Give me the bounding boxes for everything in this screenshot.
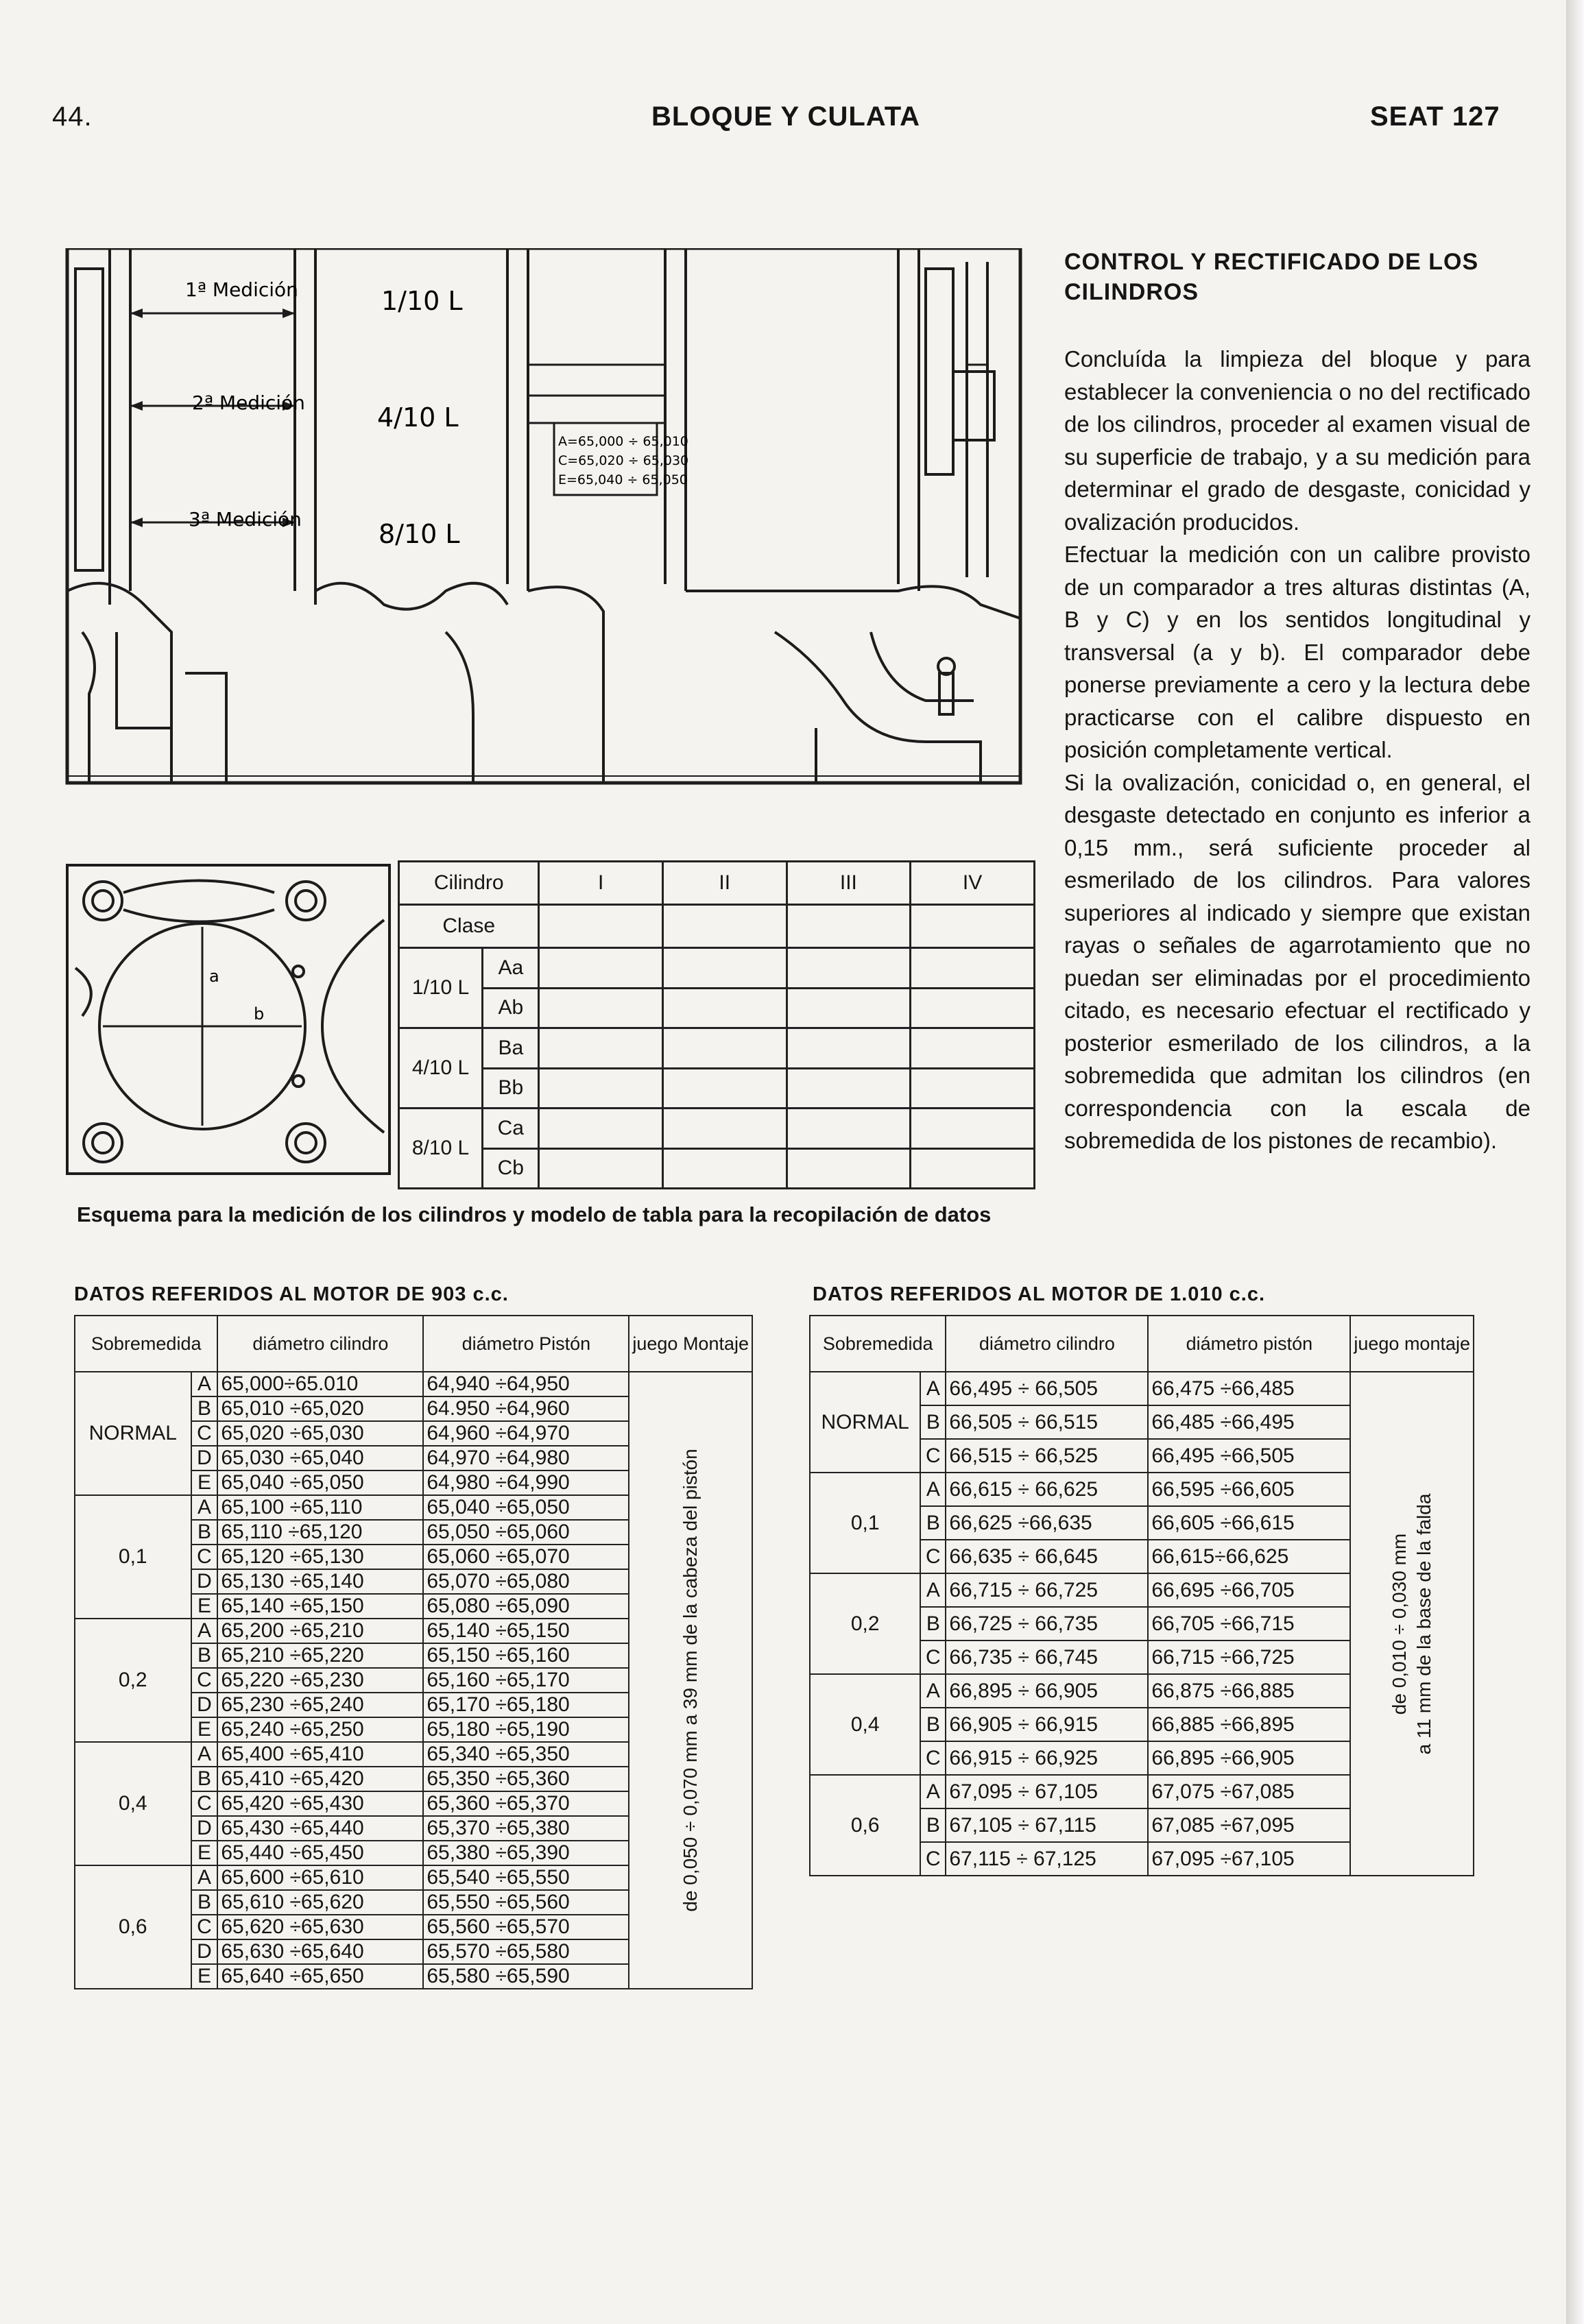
sobremedida-cell: NORMAL <box>810 1372 920 1473</box>
section-title: BLOQUE Y CULATA <box>651 101 921 132</box>
class-cell: A <box>191 1619 218 1643</box>
table-1010-title: DATOS REFERIDOS AL MOTOR DE 1.010 c.c. <box>813 1283 1266 1305</box>
sobremedida-cell: NORMAL <box>75 1372 191 1495</box>
class-cell: B <box>920 1708 946 1741</box>
piston-cell: 66,495 ÷66,505 <box>1148 1439 1350 1473</box>
class-cell: B <box>191 1520 218 1545</box>
cilindro-cell: 66,715 ÷ 66,725 <box>946 1573 1148 1607</box>
class-cell: B <box>191 1767 218 1791</box>
cilindro-cell: 66,905 ÷ 66,915 <box>946 1708 1148 1741</box>
class-cell: D <box>191 1693 218 1717</box>
class-cell: B <box>920 1607 946 1641</box>
cilindro-cell: 67,105 ÷ 67,115 <box>946 1808 1148 1842</box>
dim-label: E=65,040 ÷ 65,050 <box>558 472 688 487</box>
class-cell: A <box>920 1775 946 1808</box>
piston-cell: 65,370 ÷65,380 <box>423 1816 629 1841</box>
class-cell: A <box>191 1865 218 1890</box>
cilindro-cell: 65,240 ÷65,250 <box>217 1717 423 1742</box>
piston-cell: 65,540 ÷65,550 <box>423 1865 629 1890</box>
piston-cell: 65,580 ÷65,590 <box>423 1964 629 1989</box>
cilindro-cell: 65,410 ÷65,420 <box>217 1767 423 1791</box>
piston-cell: 65,060 ÷65,070 <box>423 1545 629 1569</box>
table-1010-body <box>810 1372 1474 1876</box>
level-label: 1/10 L <box>399 948 483 1028</box>
col-header: diámetro cilindro <box>946 1316 1148 1372</box>
class-cell: A <box>920 1573 946 1607</box>
piston-cell: 64,980 ÷64,990 <box>423 1470 629 1495</box>
cilindro-cell: 65,440 ÷65,450 <box>217 1841 423 1865</box>
cilindro-cell: 65,120 ÷65,130 <box>217 1545 423 1569</box>
page-edge <box>1566 0 1584 2324</box>
piston-cell: 65,180 ÷65,190 <box>423 1717 629 1742</box>
class-cell: E <box>191 1594 218 1619</box>
cilindro-cell: 65,000÷65.010 <box>217 1372 423 1396</box>
sobremedida-cell: 0,6 <box>75 1865 191 1989</box>
cylinder-header: I <box>539 862 662 905</box>
class-cell: B <box>920 1405 946 1439</box>
brand-label: SEAT 127 <box>1370 101 1500 132</box>
class-cell: B <box>191 1643 218 1668</box>
class-label: Ab <box>483 988 539 1028</box>
cilindro-cell: 65,110 ÷65,120 <box>217 1520 423 1545</box>
class-cell: C <box>920 1439 946 1473</box>
piston-cell: 65,560 ÷65,570 <box>423 1915 629 1939</box>
piston-cell: 67,075 ÷67,085 <box>1148 1775 1350 1808</box>
piston-cell: 65,080 ÷65,090 <box>423 1594 629 1619</box>
axis-a-label: a <box>209 967 219 986</box>
medicion-value: 1/10 L <box>381 286 463 316</box>
class-cell: E <box>191 1717 218 1742</box>
piston-cell: 67,095 ÷67,105 <box>1148 1842 1350 1876</box>
table-903 <box>74 1315 753 1989</box>
cilindro-cell: 65,130 ÷65,140 <box>217 1569 423 1594</box>
cilindro-cell: 65,640 ÷65,650 <box>217 1964 423 1989</box>
class-cell: B <box>191 1396 218 1421</box>
paragraph: Efectuar la medición con un calibre provisto de un comparador a tres alturas distintas (A, B y C) y en los sentidos longitudinal y transversal (a y b). El comparador debe ponerse previamente a cero y la lectura debe practicarse con el calibre dispuesto en posición completamente vertical. <box>1064 542 1531 762</box>
class-cell: E <box>191 1964 218 1989</box>
piston-cell: 66,695 ÷66,705 <box>1148 1573 1350 1607</box>
piston-cell: 64,940 ÷64,950 <box>423 1372 629 1396</box>
medicion-label: 3ª Medición <box>189 508 302 531</box>
body-text <box>1064 343 1531 1157</box>
sobremedida-cell: 0,1 <box>810 1473 920 1573</box>
cilindro-cell: 65,400 ÷65,410 <box>217 1742 423 1767</box>
piston-cell: 65,070 ÷65,080 <box>423 1569 629 1594</box>
class-cell: C <box>920 1842 946 1876</box>
piston-cell: 65,360 ÷65,370 <box>423 1791 629 1816</box>
class-label: Cb <box>483 1148 539 1189</box>
piston-cell: 66,715 ÷66,725 <box>1148 1641 1350 1674</box>
table-row <box>75 1372 752 1396</box>
cilindro-cell: 65,430 ÷65,440 <box>217 1816 423 1841</box>
cilindro-cell: 67,115 ÷ 67,125 <box>946 1842 1148 1876</box>
cilindro-cell: 66,725 ÷ 66,735 <box>946 1607 1148 1641</box>
col-header: diámetro cilindro <box>217 1316 423 1372</box>
axis-b-label: b <box>254 1004 265 1024</box>
cilindro-cell: 65,610 ÷65,620 <box>217 1890 423 1915</box>
piston-cell: 65,340 ÷65,350 <box>423 1742 629 1767</box>
table-903-body <box>75 1372 752 1989</box>
cilindro-cell: 65,100 ÷65,110 <box>217 1495 423 1520</box>
piston-cell: 65,150 ÷65,160 <box>423 1643 629 1668</box>
piston-cell: 66,475 ÷66,485 <box>1148 1372 1350 1405</box>
col-header: juego montaje <box>1350 1316 1474 1372</box>
piston-cell: 65,350 ÷65,360 <box>423 1767 629 1791</box>
class-cell: A <box>920 1473 946 1506</box>
sobremedida-cell: 0,4 <box>75 1742 191 1865</box>
cilindro-cell: 66,915 ÷ 66,925 <box>946 1741 1148 1775</box>
piston-cell: 65,570 ÷65,580 <box>423 1939 629 1964</box>
section-heading: CONTROL Y RECTIFICADO DE LOS CILINDROS <box>1064 249 1479 305</box>
piston-cell: 65,550 ÷65,560 <box>423 1890 629 1915</box>
class-cell: B <box>920 1506 946 1540</box>
piston-cell: 65,160 ÷65,170 <box>423 1668 629 1693</box>
medicion-label: 2ª Medición <box>192 391 305 414</box>
class-cell: A <box>191 1495 218 1520</box>
sobremedida-cell: 0,1 <box>75 1495 191 1619</box>
cylinder-header: II <box>662 862 787 905</box>
class-cell: D <box>191 1446 218 1470</box>
sobremedida-cell: 0,2 <box>810 1573 920 1674</box>
piston-cell: 64,970 ÷64,980 <box>423 1446 629 1470</box>
level-label: 8/10 L <box>399 1109 483 1189</box>
col-header: diámetro Pistón <box>423 1316 629 1372</box>
col-header: diámetro pistón <box>1148 1316 1350 1372</box>
sobremedida-cell: 0,6 <box>810 1775 920 1876</box>
cilindro-cell: 67,095 ÷ 67,105 <box>946 1775 1148 1808</box>
cilindro-cell: 66,515 ÷ 66,525 <box>946 1439 1148 1473</box>
juego-cell <box>1350 1372 1474 1876</box>
figure-caption: Esquema para la medición de los cilindros y modelo de tabla para la recopilación de datos <box>77 1202 992 1226</box>
cilindro-cell: 65,600 ÷65,610 <box>217 1865 423 1890</box>
clase-header: Clase <box>399 905 539 948</box>
piston-cell: 66,615÷66,625 <box>1148 1540 1350 1573</box>
class-cell: A <box>920 1674 946 1708</box>
juego-cell <box>629 1372 752 1989</box>
class-cell: D <box>191 1939 218 1964</box>
sobremedida-cell: 0,4 <box>810 1674 920 1775</box>
class-cell: C <box>920 1741 946 1775</box>
cilindro-cell: 66,895 ÷ 66,905 <box>946 1674 1148 1708</box>
cilindro-cell: 65,010 ÷65,020 <box>217 1396 423 1421</box>
class-cell: C <box>191 1545 218 1569</box>
class-cell: C <box>191 1421 218 1446</box>
paragraph: Si la ovalización, conicidad o, en general, el desgaste detectado en conjunto es inferior a 0,15 mm., será suficiente proceder al esmerilado de los cilindros. Para valores superiores al indicado y siempre que existan rayas o señales de agarrotamiento que no puedan ser eliminadas por el procedimiento citado, es necesario efectuar el rectificado y posterior esmerilado de los cilindros, a la sobremedida que admitan los cilindros (en correspondencia con la escala de sobremedida de los pistones de recambio). <box>1064 769 1531 1153</box>
piston-cell: 65,040 ÷65,050 <box>423 1495 629 1520</box>
medicion-value: 4/10 L <box>377 402 459 433</box>
cilindro-cell: 65,200 ÷65,210 <box>217 1619 423 1643</box>
cilindro-cell: 65,040 ÷65,050 <box>217 1470 423 1495</box>
cilindro-cell: 65,030 ÷65,040 <box>217 1446 423 1470</box>
piston-cell: 67,085 ÷67,095 <box>1148 1808 1350 1842</box>
measurement-record-table <box>398 860 1035 1189</box>
class-cell: C <box>920 1540 946 1573</box>
class-cell: E <box>191 1470 218 1495</box>
class-label: Ba <box>483 1028 539 1069</box>
class-label: Ca <box>483 1109 539 1149</box>
piston-cell: 65,170 ÷65,180 <box>423 1693 629 1717</box>
class-label: Aa <box>483 948 539 989</box>
col-header: Sobremedida <box>75 1316 217 1372</box>
class-cell: C <box>191 1915 218 1939</box>
class-cell: B <box>920 1808 946 1842</box>
piston-cell: 66,895 ÷66,905 <box>1148 1741 1350 1775</box>
piston-cell: 66,875 ÷66,885 <box>1148 1674 1350 1708</box>
class-cell: C <box>191 1668 218 1693</box>
class-cell: B <box>191 1890 218 1915</box>
dim-label: C=65,020 ÷ 65,030 <box>558 453 689 468</box>
medicion-label: 1ª Medición <box>185 278 298 301</box>
medicion-value: 8/10 L <box>379 519 460 549</box>
cilindro-cell: 65,230 ÷65,240 <box>217 1693 423 1717</box>
class-cell: E <box>191 1841 218 1865</box>
piston-cell: 66,705 ÷66,715 <box>1148 1607 1350 1641</box>
class-cell: C <box>191 1791 218 1816</box>
cilindro-header: Cilindro <box>399 862 539 905</box>
class-cell: A <box>191 1372 218 1396</box>
dim-label: A=65,000 ÷ 65,010 <box>558 434 688 449</box>
paragraph: Concluída la limpieza del bloque y para establecer la conveniencia o no del rectificado de los cilindros, proceder al examen visual de su superficie de trabajo, y a su medición para determinar el grado de desgaste, conicidad y ovalización producidos. <box>1064 346 1531 535</box>
col-header: juego Montaje <box>629 1316 752 1372</box>
piston-cell: 66,485 ÷66,495 <box>1148 1405 1350 1439</box>
juego-text: de 0,050 ÷ 0,070 mm a 39 mm de la cabeza del pistón <box>680 1449 701 1912</box>
piston-cell: 66,595 ÷66,605 <box>1148 1473 1350 1506</box>
class-cell: C <box>920 1641 946 1674</box>
cilindro-cell: 66,505 ÷ 66,515 <box>946 1405 1148 1439</box>
piston-cell: 65,050 ÷65,060 <box>423 1520 629 1545</box>
table-row <box>810 1372 1474 1405</box>
juego-range: de 0,010 ÷ 0,030 mm <box>1389 1533 1411 1715</box>
cilindro-cell: 65,630 ÷65,640 <box>217 1939 423 1964</box>
cilindro-cell: 65,220 ÷65,230 <box>217 1668 423 1693</box>
level-label: 4/10 L <box>399 1028 483 1109</box>
col-header: Sobremedida <box>810 1316 946 1372</box>
piston-cell: 64,960 ÷64,970 <box>423 1421 629 1446</box>
piston-cell: 66,885 ÷66,895 <box>1148 1708 1350 1741</box>
class-cell: A <box>920 1372 946 1405</box>
cilindro-cell: 65,140 ÷65,150 <box>217 1594 423 1619</box>
cilindro-cell: 65,420 ÷65,430 <box>217 1791 423 1816</box>
juego-text <box>1387 1493 1437 1754</box>
piston-cell: 65,140 ÷65,150 <box>423 1619 629 1643</box>
cilindro-cell: 66,495 ÷ 66,505 <box>946 1372 1148 1405</box>
cilindro-cell: 66,735 ÷ 66,745 <box>946 1641 1148 1674</box>
page-number: 44. <box>52 101 93 132</box>
piston-cell: 66,605 ÷66,615 <box>1148 1506 1350 1540</box>
piston-cell: 64.950 ÷64,960 <box>423 1396 629 1421</box>
table-903-title: DATOS REFERIDOS AL MOTOR DE 903 c.c. <box>74 1283 509 1305</box>
cilindro-cell: 66,635 ÷ 66,645 <box>946 1540 1148 1573</box>
class-cell: A <box>191 1742 218 1767</box>
cilindro-cell: 66,615 ÷ 66,625 <box>946 1473 1148 1506</box>
class-cell: D <box>191 1816 218 1841</box>
table-1010 <box>809 1315 1474 1876</box>
cylinder-header: IV <box>911 862 1035 905</box>
sobremedida-cell: 0,2 <box>75 1619 191 1742</box>
cylinder-header: III <box>787 862 911 905</box>
cilindro-cell: 65,620 ÷65,630 <box>217 1915 423 1939</box>
class-cell: D <box>191 1569 218 1594</box>
cilindro-cell: 66,625 ÷66,635 <box>946 1506 1148 1540</box>
cilindro-cell: 65,020 ÷65,030 <box>217 1421 423 1446</box>
cilindro-cell: 65,210 ÷65,220 <box>217 1643 423 1668</box>
class-label: Bb <box>483 1068 539 1109</box>
piston-cell: 65,380 ÷65,390 <box>423 1841 629 1865</box>
juego-location: a 11 mm de la base de la falda <box>1413 1493 1435 1754</box>
